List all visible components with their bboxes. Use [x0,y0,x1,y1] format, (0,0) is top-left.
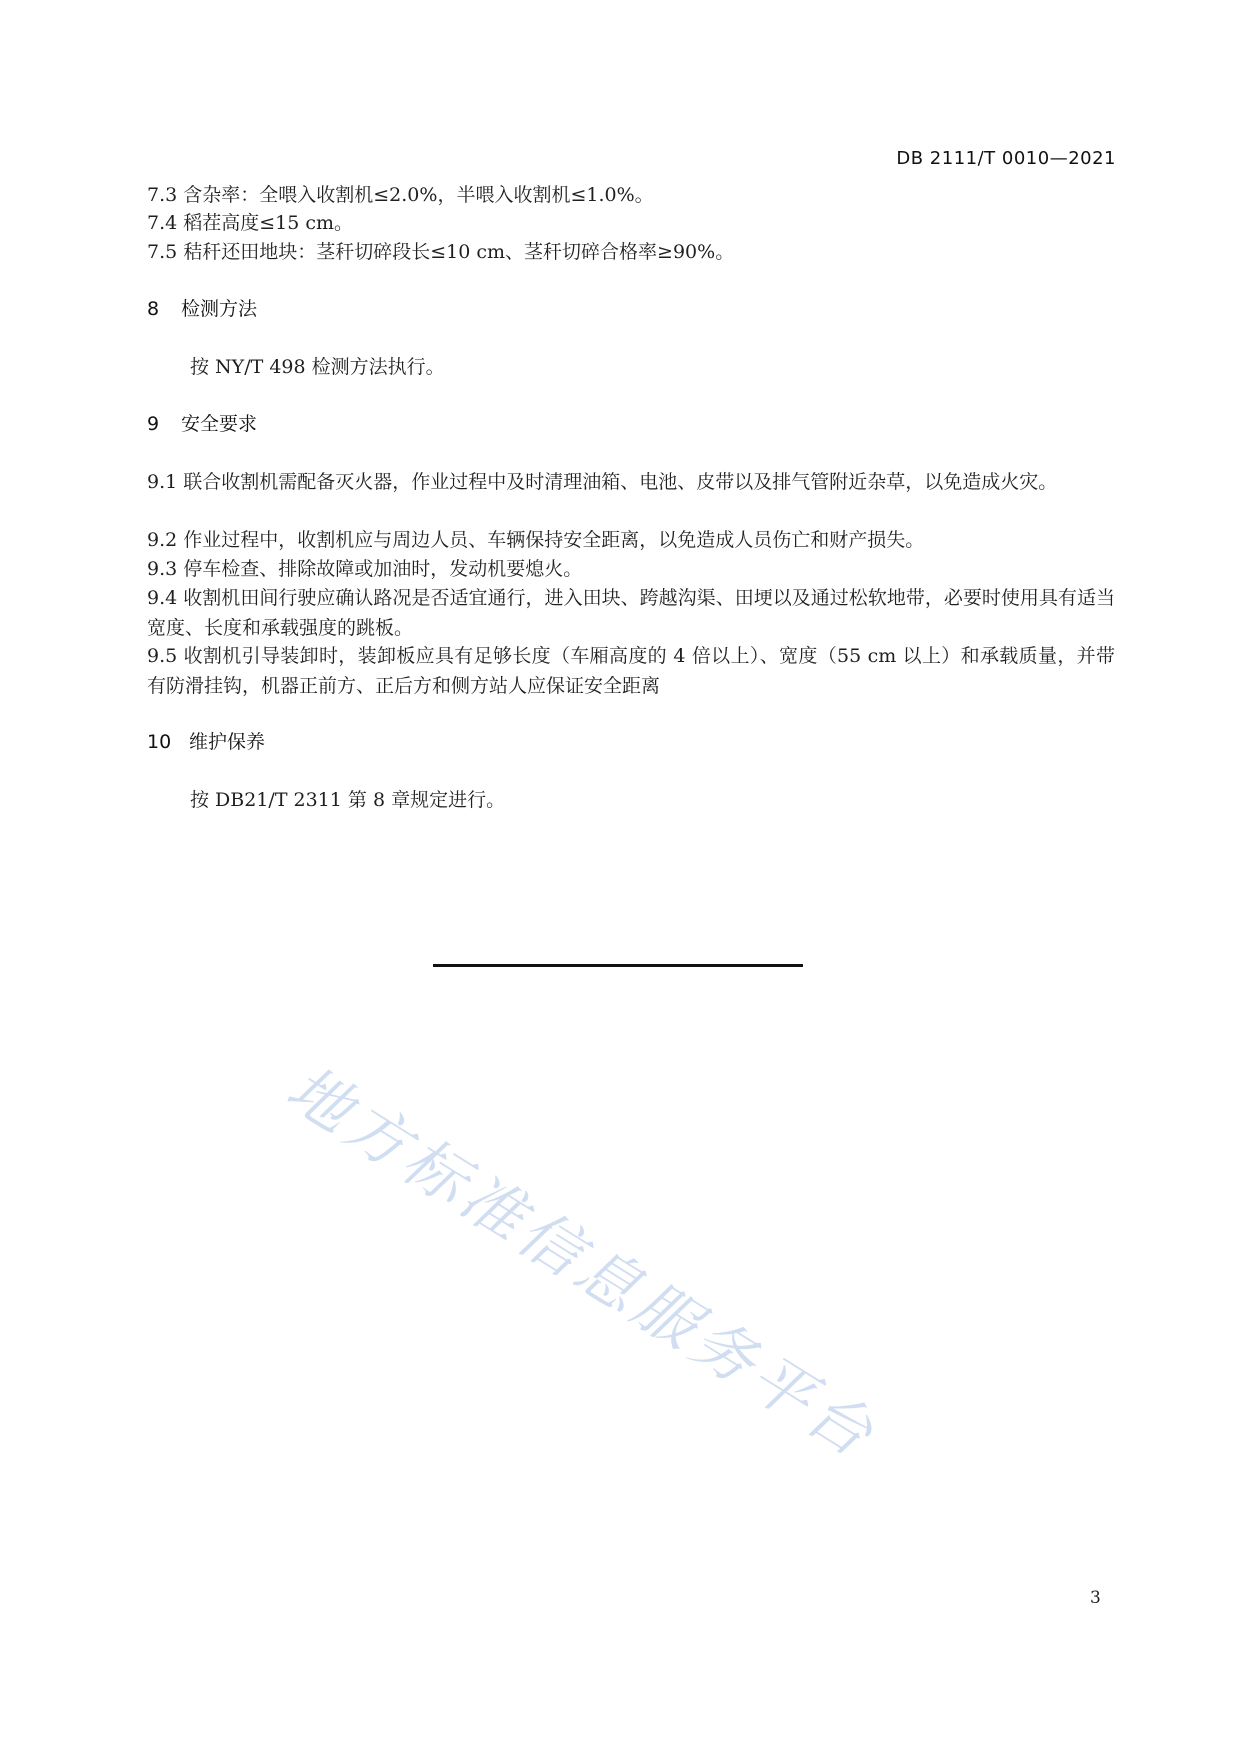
section-10-heading [147,727,265,757]
section-title: 安全要求 [181,413,258,435]
clause-7-3: 7.3 含杂率：全喂入收割机≤2.0%，半喂入收割机≤1.0%。 [147,184,654,206]
section-title: 维护保养 [189,731,266,753]
clause-9-4: 9.4 收割机田间行驶应确认路况是否适宜通行，进入田块、跨越沟渠、田埂以及通过松软地带，必要时使用具有适当宽度、长度和承载强度的跳板。 [147,587,1115,639]
section-10-body: 按 DB21/T 2311 第 8 章规定进行。 [190,789,506,811]
document-code: DB 2111/T 0010—2021 [896,148,1116,169]
section-9-heading [147,409,257,439]
page-number: 3 [1090,1588,1101,1608]
section-8-heading [147,294,257,324]
clause-7-4: 7.4 稻茬高度≤15 cm。 [147,212,354,234]
end-of-document-rule [433,964,803,967]
section-number: 10 [147,731,172,753]
section-title: 检测方法 [181,298,258,320]
clause-9-2: 9.2 作业过程中，收割机应与周边人员、车辆保持安全距离，以免造成人员伤亡和财产损失。 [147,529,925,551]
clause-7-5: 7.5 秸秆还田地块：茎秆切碎段长≤10 cm、茎秆切碎合格率≥90%。 [147,241,735,263]
section-8-body: 按 NY/T 498 检测方法执行。 [190,356,445,378]
watermark: 地方标准信息服务平台 [274,1051,890,1474]
section-number: 9 [147,413,160,435]
clause-9-3: 9.3 停车检查、排除故障或加油时，发动机要熄火。 [147,558,583,580]
clause-9-5: 9.5 收割机引导装卸时，装卸板应具有足够长度（车厢高度的 4 倍以上）、宽度（55 cm 以上）和承载质量，并带有防滑挂钩，机器正前方、正后方和侧方站人应保证安全距离 [147,645,1115,697]
section-number: 8 [147,298,160,320]
clause-9-1: 9.1 联合收割机需配备灭火器，作业过程中及时清理油箱、电池、皮带以及排气管附近杂草，以免造成火灾。 [147,471,1058,493]
